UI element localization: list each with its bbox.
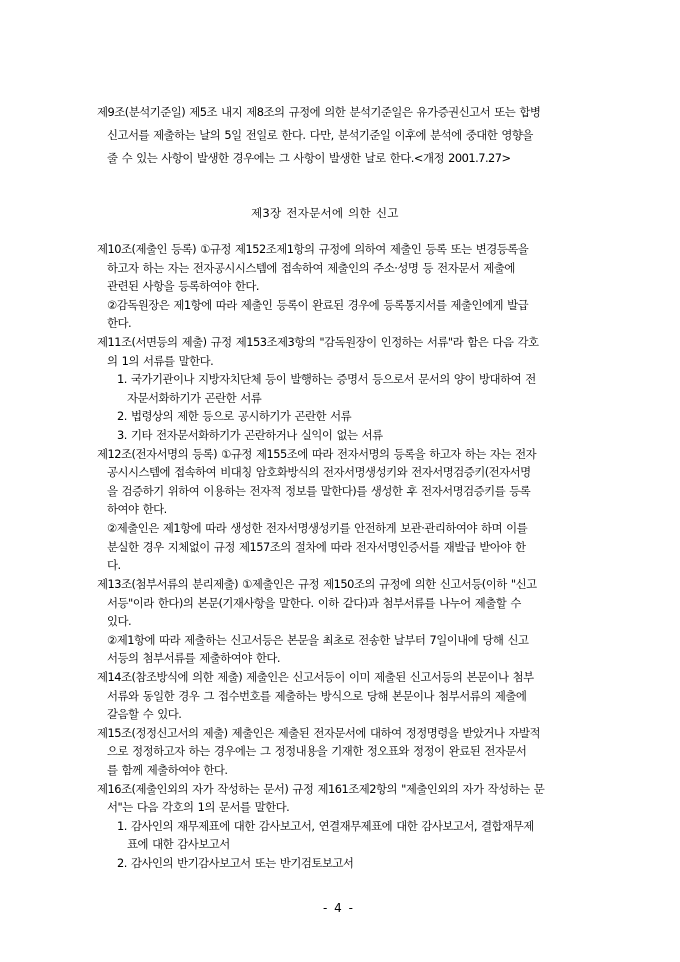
- article-12-line-3: 을 검증하기 위하여 이용하는 전자적 정보를 말한다)를 생성한 후 전자서명검증키를 등록: [107, 484, 531, 498]
- article-13-line-4: ②제1항에 따라 제출하는 신고서등은 본문을 최초로 전송한 날부터 7일이내에 당해 신고: [107, 633, 529, 647]
- article-11-item-3: 3. 기타 전자문서화하기가 곤란하거나 실익이 없는 서류: [117, 428, 383, 442]
- article-13-line-5: 서등의 첨부서류를 제출하여야 한다.: [107, 651, 281, 665]
- article-16-item-1-line-1: 1. 감사인의 재무제표에 대한 감사보고서, 연결재무제표에 대한 감사보고서, 결합재무제: [117, 819, 534, 833]
- article-9-line-3: 줄 수 있는 사항이 발생한 경우에는 그 사항이 발생한 날로 한다.<개정 2001.7.27>: [107, 151, 511, 165]
- article-12-line-5: ②제출인은 제1항에 따라 생성한 전자서명생성키를 안전하게 보관·관리하여야 하며 이를: [107, 521, 528, 535]
- page-number: - 4 -: [323, 901, 354, 915]
- article-10-line-1: 제10조(제출인 등록) ①규정 제152조제1항의 규정에 의하여 제출인 등록 또는 변경등록을: [97, 242, 529, 256]
- article-12-line-7: 다.: [107, 558, 121, 572]
- article-12-line-6: 분실한 경우 지체없이 규정 제157조의 절차에 따라 전자서명인증서를 재발급 받아야 한: [107, 540, 526, 554]
- article-15-line-1: 제15조(정정신고서의 제출) 제출인은 제출된 전자문서에 대하여 정정명령을 받았거나 자발적: [97, 726, 540, 740]
- article-10-line-2: 하고자 하는 자는 전자공시시스템에 접속하여 제출인의 주소·성명 등 전자문서 제출에: [107, 261, 515, 275]
- article-16-item-2: 2. 감사인의 반기감사보고서 또는 반기검토보고서: [117, 856, 354, 870]
- article-13-line-3: 있다.: [107, 614, 132, 628]
- article-9-line-1: 제9조(분석기준일) 제5조 내지 제8조의 규정에 의한 분석기준일은 유가증권신고서 또는 합병: [97, 105, 541, 119]
- article-12-line-1: 제12조(전자서명의 등록) ①규정 제155조에 따라 전자서명의 등록을 하고자 하는 자는 전자: [97, 447, 537, 461]
- article-13-line-1: 제13조(첨부서류의 분리제출) ①제출인은 규정 제150조의 규정에 의한 신고서등(이하 "신고: [97, 577, 537, 591]
- article-9-line-2: 신고서를 제출하는 날의 5일 전일로 한다. 다만, 분석기준일 이후에 분석에 중대한 영향을: [107, 128, 533, 142]
- article-14-line-1: 제14조(참조방식에 의한 제출) 제출인은 신고서등이 이미 제출된 신고서등의 본문이나 첨부: [97, 670, 534, 684]
- article-10-line-3: 관련된 사항을 등록하여야 한다.: [107, 279, 260, 293]
- article-12-line-4: 하여야 한다.: [107, 502, 167, 516]
- article-10-line-4: ②감독원장은 제1항에 따라 제출인 등록이 완료된 경우에 등록통지서를 제출인에게 발급: [107, 298, 529, 312]
- article-11-line-1: 제11조(서면등의 제출) 규정 제153조제3항의 "감독원장이 인정하는 서류"라 함은 다음 각호: [97, 335, 539, 349]
- article-11-item-2: 2. 법령상의 제한 등으로 공시하기가 곤란한 서류: [117, 409, 352, 423]
- article-15-line-2: 으로 정정하고자 하는 경우에는 그 정정내용을 기재한 정오표와 정정이 완료된 전자문서: [107, 744, 527, 758]
- article-10-line-5: 한다.: [107, 316, 132, 330]
- article-14-line-3: 갈음할 수 있다.: [107, 707, 182, 721]
- article-15-line-3: 를 함께 제출하여야 한다.: [107, 763, 228, 777]
- article-11-item-1-line-2: 자문서화하기가 곤란한 서류: [127, 391, 262, 405]
- article-13-line-2: 서등"이라 한다)의 본문(기재사항을 말한다. 이하 같다)과 첨부서류를 나누어 제출할 수: [107, 596, 521, 610]
- article-11-line-2: 의 1의 서류를 말한다.: [107, 354, 214, 368]
- article-16-item-1-line-2: 표에 대한 감사보고서: [127, 837, 230, 851]
- article-14-line-2: 서류와 동일한 경우 그 접수번호를 제출하는 방식으로 당해 본문이나 첨부서류의 제출에: [107, 689, 527, 703]
- article-12-line-2: 공시시스템에 접속하여 비대칭 암호화방식의 전자서명생성키와 전자서명검증키(전자서명: [107, 465, 531, 479]
- article-11-item-1-line-1: 1. 국가기관이나 지방자치단체 등이 발행하는 증명서 등으로서 문서의 양이 방대하여 전: [117, 372, 536, 386]
- article-16-line-2: 서"는 다음 각호의 1의 문서를 말한다.: [107, 800, 290, 814]
- chapter-title: 제3장 전자문서에 의한 신고: [251, 206, 399, 220]
- article-16-line-1: 제16조(제출인외의 자가 작성하는 문서) 규정 제161조제2항의 "제출인외의 자가 작성하는 문: [97, 782, 545, 796]
